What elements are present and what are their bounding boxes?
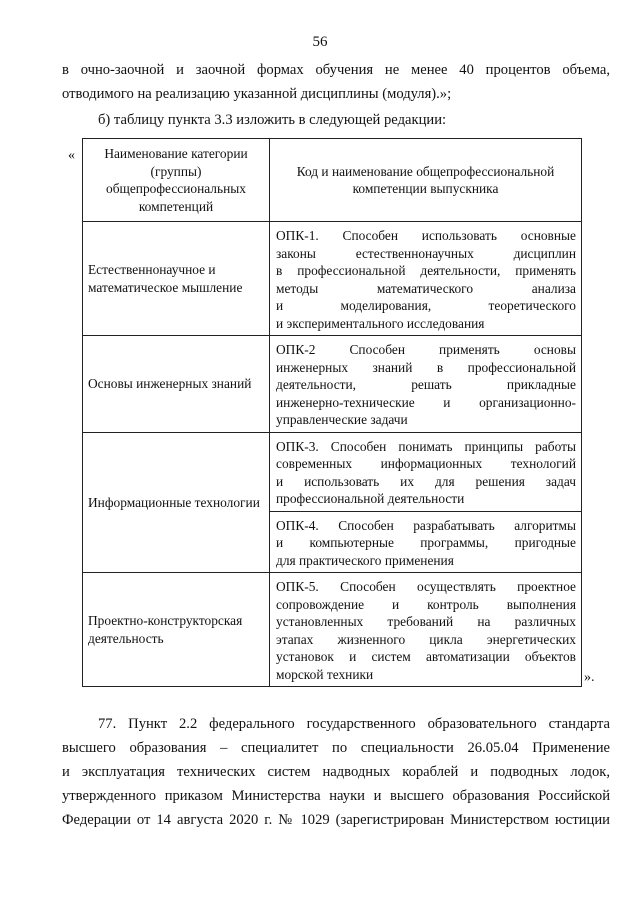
intro-line-3: б) таблицу пункта 3.3 изложить в следующей редакции:	[98, 112, 447, 128]
text-line: в профессиональной деятельности, применять	[276, 263, 576, 278]
text-line: и моделирования, теоретического	[276, 298, 576, 313]
competency-cell	[270, 432, 582, 511]
p77-line-1: 77. Пункт 2.2 федерального государственного образовательного стандарта	[98, 716, 610, 732]
p77-line-3: и эксплуатация технических систем надводных кораблей и подводных лодок,	[62, 764, 610, 780]
text-line: ОПК-3. Способен понимать принципы работы	[276, 438, 576, 454]
p77-line-4: утвержденного приказом Министерства науки и высшего образования Российской	[62, 788, 610, 804]
table-row	[83, 573, 582, 687]
header-code: Код и наименование общепрофессиональной компетенции выпускника	[270, 139, 582, 222]
text-line: ОПК-4. Способен разрабатывать алгоритмы	[276, 517, 576, 533]
competency-cell	[270, 336, 582, 433]
text-line: этапах жизненного цикла энергетических	[276, 631, 576, 647]
category-cell: Информационные технологии	[83, 432, 270, 573]
table-header-row	[83, 139, 582, 222]
text-line: морской техники	[276, 666, 374, 682]
category-cell: Основы инженерных знаний	[83, 336, 270, 433]
text-line: сопровождение и контроль выполнения	[276, 596, 576, 612]
text-line: законы естественнонаучных дисциплин	[276, 245, 576, 261]
table-row	[83, 432, 582, 511]
text-line: установок и систем автоматизации объектов	[276, 649, 576, 664]
text-line: и экспериментального исследования	[276, 315, 485, 331]
text-line: для практического применения	[276, 552, 454, 568]
p77-line-2: высшего образования – специалитет по специальности 26.05.04 Применение	[62, 740, 610, 756]
intro-paragraph	[62, 58, 610, 132]
quote-close-mark: ».	[584, 670, 595, 685]
p77-line-5: Федерации от 14 августа 2020 г. № 1029 (зарегистрирован Министерством юстиции	[62, 812, 610, 828]
competency-cell	[270, 573, 582, 687]
text-line: ОПК-5. Способен осуществлять проектное	[276, 579, 576, 594]
quote-open-mark: «	[68, 148, 75, 163]
category-cell: Проектно-конструкторская деятельность	[83, 573, 270, 687]
text-line: профессиональной деятельности	[276, 491, 465, 506]
text-line: и использовать их для решения задач	[276, 473, 576, 489]
text-line: инженерно-технические и организационно-	[276, 394, 576, 410]
text-line: деятельности, решать прикладные	[276, 377, 576, 392]
competency-cell	[270, 511, 582, 573]
text-line: ОПК-2 Способен применять основы	[276, 342, 576, 357]
category-cell: Естественнонаучное и математическое мышление	[83, 222, 270, 336]
header-category: Наименование категории (группы) общепрофессиональных компетенций	[83, 139, 270, 222]
page-number: 56	[312, 34, 328, 50]
table-row	[83, 222, 582, 336]
text-line: управленческие задачи	[276, 412, 408, 427]
competency-cell	[270, 222, 582, 336]
text-line: современных информационных технологий	[276, 456, 576, 471]
text-line: ОПК-1. Способен использовать основные	[276, 228, 576, 243]
text-line: инженерных знаний в профессиональной	[276, 359, 576, 375]
text-line: установленных требований на различных	[276, 614, 576, 629]
competency-table	[82, 138, 582, 687]
text-line: и компьютерные программы, пригодные	[276, 535, 576, 550]
intro-line-2: отводимого на реализацию указанной дисциплины (модуля).»;	[62, 86, 452, 102]
intro-line-1: в очно-заочной и заочной формах обучения не менее 40 процентов объема,	[62, 62, 610, 78]
paragraph-77	[62, 712, 610, 832]
text-line: методы математического анализа	[276, 280, 576, 296]
table-row	[83, 336, 582, 433]
